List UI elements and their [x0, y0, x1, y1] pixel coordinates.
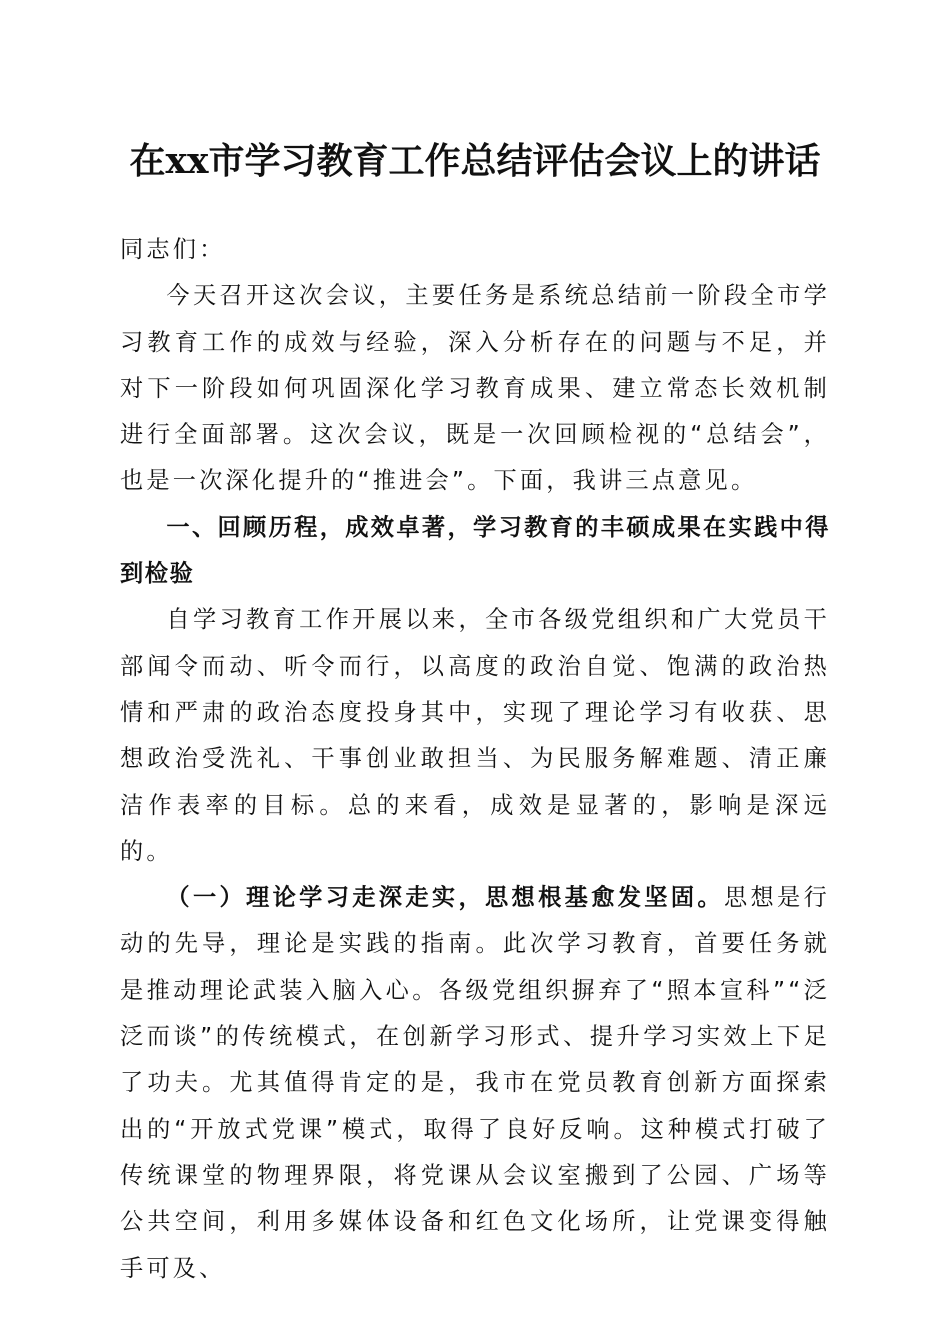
paragraph-section1: 自学习教育工作开展以来，全市各级党组织和广大党员干部闻令而动、听令而行，以高度的政治自觉、饱满的政治热情和严肃的政治态度投身其中，实现了理论学习有收获、思想政治受洗礼、干事创业敢担当、为民服务解难题、清正廉洁作表率的目标。总的来看，成效是显著的，影响是深远的。 — [120, 606, 830, 865]
paragraph-intro: 今天召开这次会议，主要任务是系统总结前一阶段全市学习教育工作的成效与经验，深入分析存在的问题与不足，并对下一阶段如何巩固深化学习教育成果、建立常态长效机制进行全面部署。这次会议，既是一次回顾检视的“总结会”，也是一次深化提升的“推进会”。下面，我讲三点意见。 — [120, 282, 830, 495]
document-title: 在xx市学习教育工作总结评估会议上的讲话 — [129, 140, 821, 182]
greeting: 同志们： — [120, 236, 226, 263]
subheading-1: （一）理论学习走深走实，思想根基愈发坚固。 — [166, 884, 724, 912]
section-heading-1: 一、回顾历程，成效卓著，学习教育的丰硕成果在实践中得到检验 — [120, 513, 830, 588]
document-body — [120, 227, 830, 1292]
paragraph-subsection1-text: 思想是行动的先导，理论是实践的指南。此次学习教育，首要任务就是推动理论武装入脑入心。各级党组织摒弃了“照本宣科”“泛泛而谈”的传统模式，在创新学习形式、提升学习实效上下足了功夫。尤其值得肯定的是，我市在党员教育创新方面探索出的“开放式党课”模式，取得了良好反响。这种模式打破了传统课堂的物理界限，将党课从会议室搬到了公园、广场等公共空间，利用多媒体设备和红色文化场所，让党课变得触手可及、 — [120, 884, 830, 1282]
paragraph-subsection1 — [120, 875, 830, 1292]
